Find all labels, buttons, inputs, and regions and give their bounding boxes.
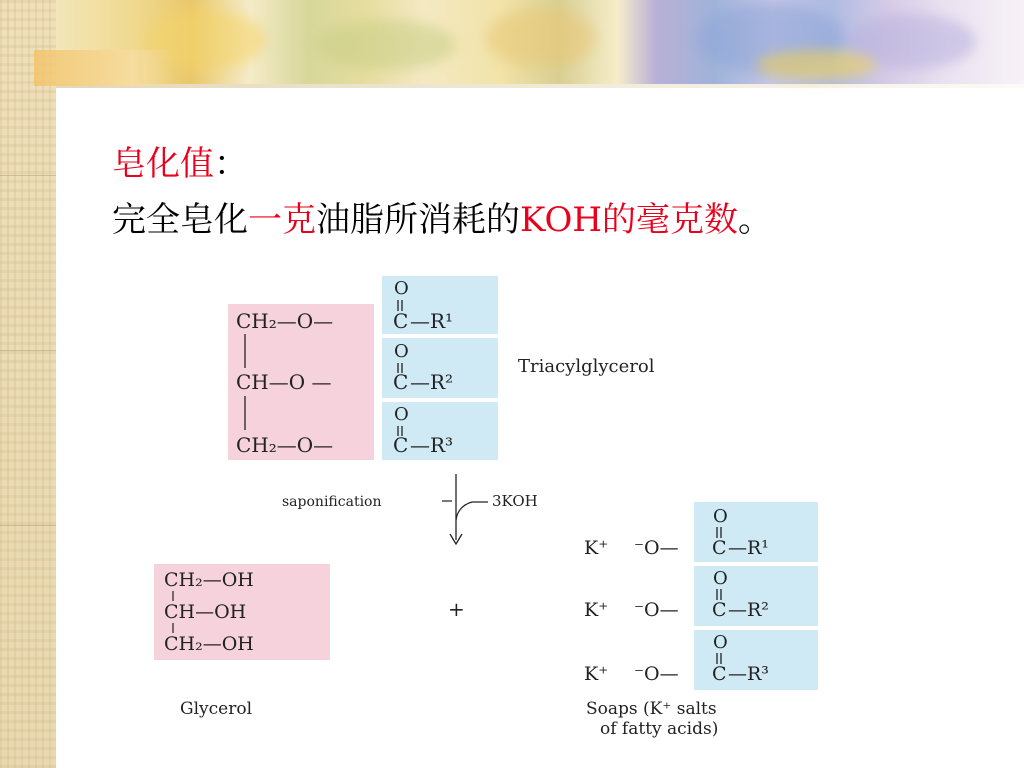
soap-row2-carbonyl-o: O xyxy=(713,568,728,589)
soap-row2-anion: ⁻O— xyxy=(634,599,679,621)
soap-row2-cation: K⁺ xyxy=(584,599,609,621)
left-texture-strip xyxy=(0,0,56,768)
glycerol-row-2: CH—OH xyxy=(164,601,247,623)
tag-row1-carbonyl-o: O xyxy=(394,278,409,299)
soaps-label-line-2: of fatty acids) xyxy=(600,719,719,739)
slide-title xyxy=(112,140,248,188)
triacylglycerol-label: Triacylglycerol xyxy=(518,356,655,377)
tag-row1-r: —R¹ xyxy=(410,309,454,333)
tag-row2-carbon: C xyxy=(393,370,409,394)
soap-row3-anion: ⁻O— xyxy=(634,663,679,685)
saponification-figure xyxy=(60,262,1024,754)
definition-part-1: 完全皂化 xyxy=(112,200,248,240)
tag-row3-r: —R³ xyxy=(410,433,454,457)
definition-part-4: KOH的毫克数 xyxy=(520,200,739,240)
definition-part-5: 。 xyxy=(738,200,773,240)
koh-branch-curve xyxy=(456,502,488,520)
soap-row1-r: —R¹ xyxy=(728,537,769,559)
title-heading: 皂化值 xyxy=(112,144,214,184)
soap-row3-r: —R³ xyxy=(728,663,769,685)
soap-row3-cation: K⁺ xyxy=(584,663,609,685)
soap-row2-carbon: C xyxy=(712,599,727,621)
saponification-label: saponification xyxy=(282,494,382,510)
soap-row1-anion: ⁻O— xyxy=(634,537,679,559)
plus-sign: + xyxy=(448,597,465,621)
top-decorative-banner xyxy=(56,0,1024,84)
tag-row2-chain: CH—O — xyxy=(236,370,332,394)
tag-row3-carbonyl-o: O xyxy=(394,404,409,425)
tag-row2-carbonyl-o: O xyxy=(394,341,409,362)
soap-row3-carbon: C xyxy=(712,663,727,685)
tag-row2-r: —R² xyxy=(410,370,454,394)
leaf-accent xyxy=(34,50,174,86)
soap-row1-carbonyl-o: O xyxy=(713,506,728,527)
definition-part-3: 油脂所消耗的 xyxy=(316,200,520,240)
reaction-diagram xyxy=(60,262,1024,754)
banner-shadow xyxy=(56,84,1024,88)
koh-label: 3KOH xyxy=(492,492,538,510)
soaps-label-line-1: Soaps (K⁺ salts xyxy=(586,699,717,719)
soap-row3-carbonyl-o: O xyxy=(713,632,728,653)
tag-row3-chain: CH₂—O— xyxy=(236,433,334,457)
soap-row2-r: —R² xyxy=(728,599,769,621)
definition-text xyxy=(112,196,772,244)
soap-row1-cation: K⁺ xyxy=(584,537,609,559)
tag-row1-chain: CH₂—O— xyxy=(236,309,334,333)
soap-row1-carbon: C xyxy=(712,537,727,559)
tag-row3-carbon: C xyxy=(393,433,409,457)
tag-row1-carbon: C xyxy=(393,309,409,333)
glycerol-row-1: CH₂—OH xyxy=(164,569,254,591)
glycerol-row-3: CH₂—OH xyxy=(164,633,254,655)
title-colon: ： xyxy=(214,144,248,184)
definition-part-2: 一克 xyxy=(248,200,316,240)
glycerol-label: Glycerol xyxy=(180,699,253,719)
